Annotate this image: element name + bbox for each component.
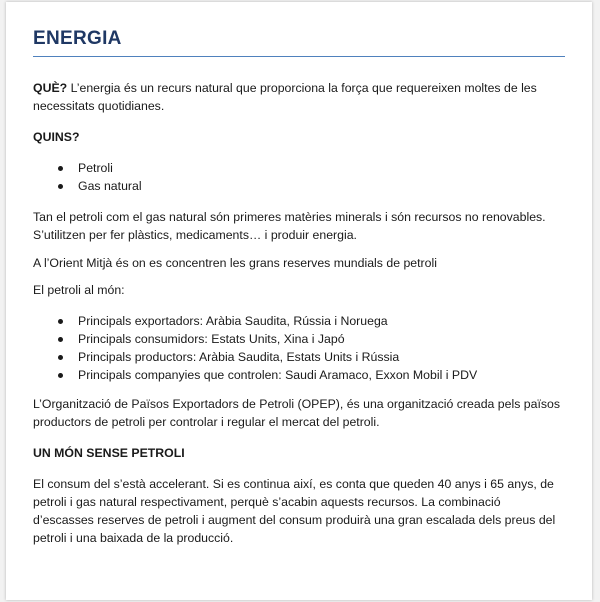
document-content [33, 28, 563, 547]
renovables-paragraph: Tan el petroli com el gas natural són primeres matèries minerals i són recursos no renovables. S’utilitzen per fer plàstics, medicaments… i produir energia. [33, 210, 546, 242]
list-item-label: Gas natural [78, 179, 142, 193]
bullet-icon [58, 355, 63, 360]
sense-heading: UN MÓN SENSE PETROLI [33, 446, 185, 460]
list-item-label: Principals companyies que controlen: Saudi Aramaco, Exxon Mobil i PDV [78, 368, 478, 382]
list-item [33, 312, 563, 330]
document-page [6, 2, 592, 600]
opep-paragraph: L’Organització de Països Exportadors de Petroli (OPEP), és una organització creada pels països productors de petroli per controlar i regular el mercat del petroli. [33, 397, 561, 429]
list-item-label: Principals productors: Aràbia Saudita, Estats Units i Rússia [78, 350, 400, 364]
que-paragraph [33, 79, 563, 115]
bullet-icon [58, 373, 63, 378]
orient-paragraph: A l’Orient Mitjà és on es concentren les grans reserves mundials de petroli [33, 256, 437, 270]
document-title: ENERGIA [33, 28, 122, 49]
consum-paragraph: El consum del s’està accelerant. Si es continua així, es conta que queden 40 anys i 65 anys, de petroli i gas natural respectivament, perquè s’acabin aquests recursos. La combinació d’escasses reserves de petroli i augment del consum produirà una gran escalada dels preus del petroli i una baixada de la producció. [33, 477, 556, 545]
list-item [33, 348, 563, 366]
mon-list [33, 312, 563, 384]
quins-list [33, 159, 563, 195]
mon-paragraph: El petroli al món: [33, 283, 125, 297]
list-item-label: Principals consumidors: Estats Units, Xina i Japó [78, 332, 345, 346]
que-text: L’energia és un recurs natural que proporciona la força que requereixen moltes de les necessitats quotidianes. [33, 81, 537, 113]
bullet-icon [58, 319, 63, 324]
bullet-icon [58, 166, 63, 171]
title-underline [33, 56, 565, 57]
quins-heading: QUINS? [33, 130, 80, 144]
list-item [33, 177, 563, 195]
list-item-label: Petroli [78, 161, 113, 175]
list-item [33, 330, 563, 348]
bullet-icon [58, 337, 63, 342]
list-item [33, 366, 563, 384]
list-item-label: Principals exportadors: Aràbia Saudita, Rússia i Noruega [78, 314, 388, 328]
que-label: QUÈ? [33, 81, 68, 95]
bullet-icon [58, 184, 63, 189]
list-item [33, 159, 563, 177]
